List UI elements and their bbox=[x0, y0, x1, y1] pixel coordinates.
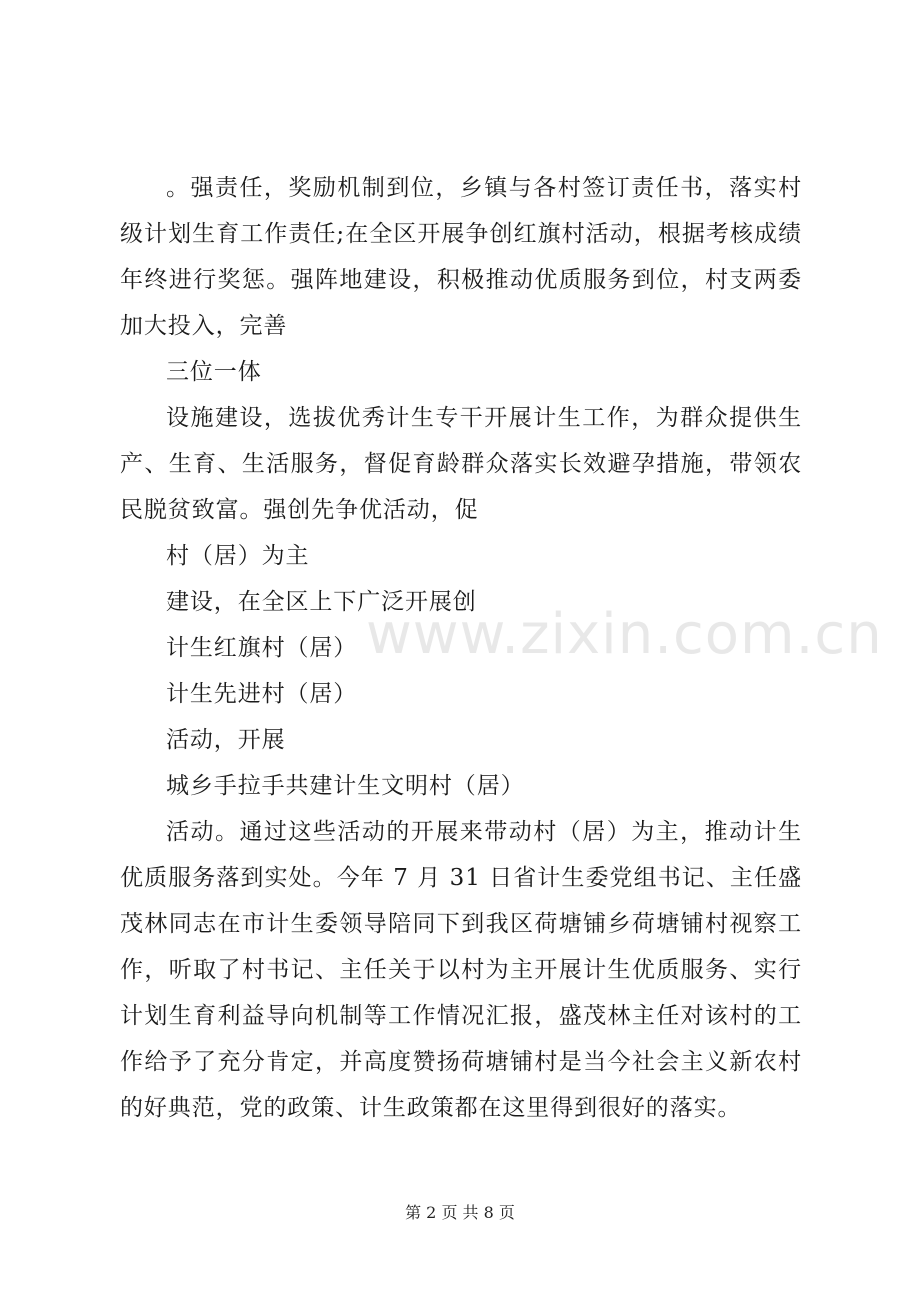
paragraph-5: 建设，在全区上下广泛开展创 bbox=[166, 589, 477, 615]
paragraph-9: 城乡手拉手共建计生文明村（居） bbox=[166, 773, 525, 799]
paragraph-10: 活动。通过这些活动的开展来带动村（居）为主，推动计生优质服务落到实处。今年 7 月 31 日省计生委党组书记、主任盛茂林同志在市计生委领导陪同下到我区荷塘铺乡荷塘铺村视察工作，听取了村书记、主任关于以村为主开展计生优质服务、实行计划生育利益导向机制等工作情况汇报，盛茂林主任对该村的工作给予了充分肯定，并高度赞扬荷塘铺村是当今社会主义新农村的好典范，党的政策、计生政策都在这里得到很好的落实。 bbox=[120, 819, 802, 1121]
paragraph-1: 。强责任，奖励机制到位，乡镇与各村签订责任书，落实村级计划生育工作责任;在全区开展争创红旗村活动，根据考核成绩年终进行奖惩。强阵地建设，积极推动优质服务到位，村支两委加大投入，完善 bbox=[120, 175, 802, 339]
paragraph-8: 活动，开展 bbox=[166, 727, 286, 753]
paragraph-7: 计生先进村（居） bbox=[166, 681, 358, 707]
page-footer: 第 2 页 共 8 页 bbox=[405, 1203, 515, 1222]
paragraph-3: 设施建设，选拔优秀计生专干开展计生工作，为群众提供生产、生育、生活服务，督促育龄群众落实长效避孕措施，带领农民脱贫致富。强创先争优活动，促 bbox=[120, 405, 802, 523]
watermark: www.zixin.com.cn bbox=[366, 602, 883, 667]
paragraph-6: 计生红旗村（居） bbox=[166, 635, 358, 661]
paragraph-2: 三位一体 bbox=[166, 359, 262, 385]
paragraph-4: 村（居）为主 bbox=[166, 543, 310, 569]
